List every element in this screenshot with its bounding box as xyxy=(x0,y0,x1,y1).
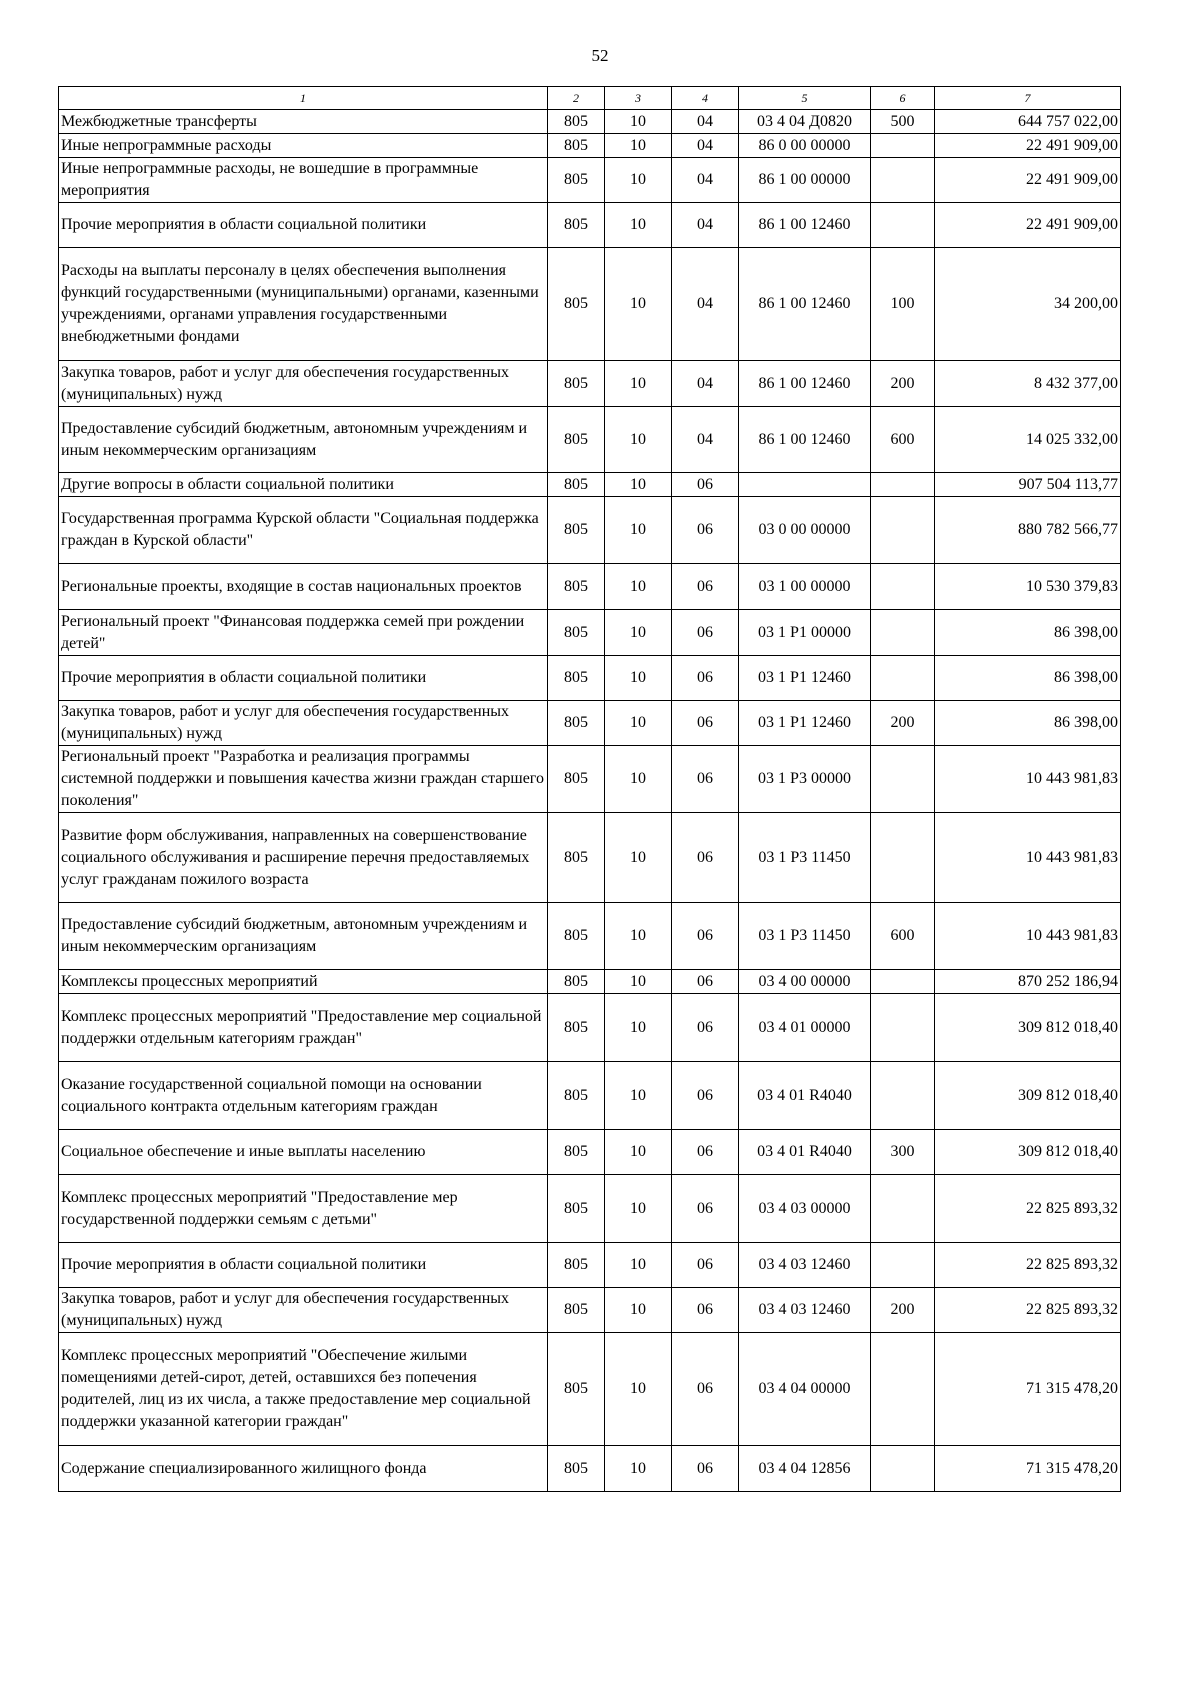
row-name: Другие вопросы в области социальной политики xyxy=(59,473,548,497)
expense-type-code xyxy=(871,656,935,701)
expense-type-code xyxy=(871,1062,935,1130)
admin-code: 805 xyxy=(548,1333,605,1446)
row-name: Комплекс процессных мероприятий "Обеспечение жилыми помещениями детей-сирот, детей, оставшихся без попечения родителей, лиц из их числа, а также предоставление мер социальной поддержки указанной категории граждан" xyxy=(59,1333,548,1446)
admin-code: 805 xyxy=(548,1288,605,1333)
table-row xyxy=(59,497,1121,564)
expense-type-code xyxy=(871,1446,935,1492)
row-name: Региональный проект "Финансовая поддержка семей при рождении детей" xyxy=(59,610,548,656)
expense-type-code xyxy=(871,1333,935,1446)
row-name: Региональный проект "Разработка и реализация программы системной поддержки и повышения качества жизни граждан старшего поколения" xyxy=(59,746,548,813)
section-code: 10 xyxy=(605,701,672,746)
section-code: 10 xyxy=(605,656,672,701)
section-code: 10 xyxy=(605,1288,672,1333)
column-number: 1 xyxy=(59,87,548,110)
expense-type-code: 200 xyxy=(871,1288,935,1333)
admin-code: 805 xyxy=(548,746,605,813)
section-code: 10 xyxy=(605,1175,672,1243)
admin-code: 805 xyxy=(548,248,605,361)
expense-type-code xyxy=(871,994,935,1062)
subsection-code: 06 xyxy=(672,746,739,813)
expense-type-code: 200 xyxy=(871,701,935,746)
row-name: Предоставление субсидий бюджетным, автономным учреждениям и иным некоммерческим организациям xyxy=(59,407,548,473)
row-name: Социальное обеспечение и иные выплаты населению xyxy=(59,1130,548,1175)
admin-code: 805 xyxy=(548,1243,605,1288)
subsection-code: 06 xyxy=(672,497,739,564)
table-row xyxy=(59,473,1121,497)
section-code: 10 xyxy=(605,1243,672,1288)
amount-value: 10 443 981,83 xyxy=(935,903,1121,970)
amount-value: 86 398,00 xyxy=(935,610,1121,656)
table-row xyxy=(59,970,1121,994)
target-article-code: 03 1 P3 00000 xyxy=(739,746,871,813)
section-code: 10 xyxy=(605,110,672,134)
admin-code: 805 xyxy=(548,903,605,970)
row-name: Развитие форм обслуживания, направленных на совершенствование социального обслуживания и расширение перечня предоставляемых услуг гражданам пожилого возраста xyxy=(59,813,548,903)
section-code: 10 xyxy=(605,158,672,203)
subsection-code: 06 xyxy=(672,903,739,970)
table-row xyxy=(59,248,1121,361)
subsection-code: 04 xyxy=(672,158,739,203)
expense-type-code xyxy=(871,158,935,203)
admin-code: 805 xyxy=(548,970,605,994)
target-article-code: 86 1 00 12460 xyxy=(739,407,871,473)
row-name: Прочие мероприятия в области социальной политики xyxy=(59,203,548,248)
amount-value: 22 491 909,00 xyxy=(935,158,1121,203)
subsection-code: 06 xyxy=(672,473,739,497)
section-code: 10 xyxy=(605,407,672,473)
admin-code: 805 xyxy=(548,203,605,248)
table-row xyxy=(59,158,1121,203)
target-article-code: 86 1 00 00000 xyxy=(739,158,871,203)
table-row xyxy=(59,746,1121,813)
table-row xyxy=(59,134,1121,158)
expense-type-code: 500 xyxy=(871,110,935,134)
subsection-code: 06 xyxy=(672,1288,739,1333)
expense-type-code: 600 xyxy=(871,407,935,473)
table-row xyxy=(59,1333,1121,1446)
target-article-code: 03 4 04 12856 xyxy=(739,1446,871,1492)
subsection-code: 04 xyxy=(672,110,739,134)
amount-value: 86 398,00 xyxy=(935,656,1121,701)
table-row xyxy=(59,1446,1121,1492)
row-name: Прочие мероприятия в области социальной политики xyxy=(59,1243,548,1288)
table-row xyxy=(59,407,1121,473)
column-number: 3 xyxy=(605,87,672,110)
subsection-code: 06 xyxy=(672,1175,739,1243)
table-row xyxy=(59,903,1121,970)
admin-code: 805 xyxy=(548,473,605,497)
amount-value: 309 812 018,40 xyxy=(935,1130,1121,1175)
table-row xyxy=(59,1288,1121,1333)
row-name: Комплекс процессных мероприятий "Предоставление мер социальной поддержки отдельным категориям граждан" xyxy=(59,994,548,1062)
expense-type-code xyxy=(871,1175,935,1243)
section-code: 10 xyxy=(605,1446,672,1492)
amount-value: 71 315 478,20 xyxy=(935,1446,1121,1492)
row-name: Расходы на выплаты персоналу в целях обеспечения выполнения функций государственными (муниципальными) органами, казенными учреждениями, органами управления государственными внебюджетными фондами xyxy=(59,248,548,361)
target-article-code: 03 1 P1 00000 xyxy=(739,610,871,656)
row-name: Закупка товаров, работ и услуг для обеспечения государственных (муниципальных) нужд xyxy=(59,701,548,746)
subsection-code: 04 xyxy=(672,361,739,407)
page-number: 52 xyxy=(591,46,609,65)
subsection-code: 04 xyxy=(672,203,739,248)
expense-type-code xyxy=(871,203,935,248)
amount-value: 907 504 113,77 xyxy=(935,473,1121,497)
expense-type-code xyxy=(871,970,935,994)
admin-code: 805 xyxy=(548,361,605,407)
row-name: Содержание специализированного жилищного фонда xyxy=(59,1446,548,1492)
table-row xyxy=(59,994,1121,1062)
amount-value: 22 825 893,32 xyxy=(935,1175,1121,1243)
expense-type-code xyxy=(871,134,935,158)
table-row xyxy=(59,110,1121,134)
target-article-code: 03 1 P1 12460 xyxy=(739,656,871,701)
target-article-code: 03 4 00 00000 xyxy=(739,970,871,994)
admin-code: 805 xyxy=(548,813,605,903)
section-code: 10 xyxy=(605,1130,672,1175)
amount-value: 34 200,00 xyxy=(935,248,1121,361)
row-name: Иные непрограммные расходы, не вошедшие в программные мероприятия xyxy=(59,158,548,203)
expense-type-code: 300 xyxy=(871,1130,935,1175)
row-name: Оказание государственной социальной помощи на основании социального контракта отдельным категориям граждан xyxy=(59,1062,548,1130)
column-number: 4 xyxy=(672,87,739,110)
subsection-code: 04 xyxy=(672,248,739,361)
section-code: 10 xyxy=(605,994,672,1062)
section-code: 10 xyxy=(605,1333,672,1446)
subsection-code: 06 xyxy=(672,656,739,701)
section-code: 10 xyxy=(605,746,672,813)
row-name: Государственная программа Курской области "Социальная поддержка граждан в Курской области" xyxy=(59,497,548,564)
target-article-code: 86 1 00 12460 xyxy=(739,361,871,407)
section-code: 10 xyxy=(605,203,672,248)
admin-code: 805 xyxy=(548,110,605,134)
section-code: 10 xyxy=(605,497,672,564)
admin-code: 805 xyxy=(548,701,605,746)
row-name: Комплекс процессных мероприятий "Предоставление мер государственной поддержки семьям с детьми" xyxy=(59,1175,548,1243)
admin-code: 805 xyxy=(548,497,605,564)
amount-value: 22 491 909,00 xyxy=(935,134,1121,158)
section-code: 10 xyxy=(605,473,672,497)
subsection-code: 06 xyxy=(672,1446,739,1492)
target-article-code: 03 1 P1 12460 xyxy=(739,701,871,746)
admin-code: 805 xyxy=(548,1446,605,1492)
expense-type-code xyxy=(871,497,935,564)
expense-type-code: 100 xyxy=(871,248,935,361)
expense-type-code: 200 xyxy=(871,361,935,407)
target-article-code: 03 4 01 R4040 xyxy=(739,1130,871,1175)
expense-type-code xyxy=(871,746,935,813)
target-article-code: 86 0 00 00000 xyxy=(739,134,871,158)
row-name: Прочие мероприятия в области социальной политики xyxy=(59,656,548,701)
column-number: 7 xyxy=(935,87,1121,110)
amount-value: 71 315 478,20 xyxy=(935,1333,1121,1446)
subsection-code: 06 xyxy=(672,1062,739,1130)
target-article-code: 03 4 04 Д0820 xyxy=(739,110,871,134)
target-article-code: 03 1 00 00000 xyxy=(739,564,871,610)
section-code: 10 xyxy=(605,813,672,903)
amount-value: 14 025 332,00 xyxy=(935,407,1121,473)
subsection-code: 04 xyxy=(672,407,739,473)
expense-type-code: 600 xyxy=(871,903,935,970)
target-article-code: 03 4 03 12460 xyxy=(739,1243,871,1288)
row-name: Комплексы процессных мероприятий xyxy=(59,970,548,994)
admin-code: 805 xyxy=(548,610,605,656)
table-row xyxy=(59,656,1121,701)
row-name: Региональные проекты, входящие в состав национальных проектов xyxy=(59,564,548,610)
amount-value: 309 812 018,40 xyxy=(935,1062,1121,1130)
table-row xyxy=(59,361,1121,407)
subsection-code: 06 xyxy=(672,1333,739,1446)
target-article-code: 03 1 P3 11450 xyxy=(739,903,871,970)
subsection-code: 06 xyxy=(672,701,739,746)
admin-code: 805 xyxy=(548,1130,605,1175)
table-row xyxy=(59,203,1121,248)
column-number-row xyxy=(59,87,1121,110)
row-name: Закупка товаров, работ и услуг для обеспечения государственных (муниципальных) нужд xyxy=(59,361,548,407)
subsection-code: 06 xyxy=(672,1243,739,1288)
section-code: 10 xyxy=(605,248,672,361)
subsection-code: 06 xyxy=(672,610,739,656)
expense-type-code xyxy=(871,610,935,656)
table-row xyxy=(59,564,1121,610)
subsection-code: 06 xyxy=(672,813,739,903)
target-article-code xyxy=(739,473,871,497)
subsection-code: 06 xyxy=(672,970,739,994)
amount-value: 10 530 379,83 xyxy=(935,564,1121,610)
amount-value: 10 443 981,83 xyxy=(935,813,1121,903)
table-row xyxy=(59,1175,1121,1243)
section-code: 10 xyxy=(605,610,672,656)
admin-code: 805 xyxy=(548,564,605,610)
amount-value: 644 757 022,00 xyxy=(935,110,1121,134)
amount-value: 10 443 981,83 xyxy=(935,746,1121,813)
budget-table xyxy=(58,86,1121,1492)
section-code: 10 xyxy=(605,361,672,407)
table-row xyxy=(59,1243,1121,1288)
section-code: 10 xyxy=(605,970,672,994)
target-article-code: 03 4 03 00000 xyxy=(739,1175,871,1243)
row-name: Иные непрограммные расходы xyxy=(59,134,548,158)
expense-type-code xyxy=(871,564,935,610)
expense-type-code xyxy=(871,813,935,903)
table-row xyxy=(59,1130,1121,1175)
amount-value: 22 825 893,32 xyxy=(935,1243,1121,1288)
subsection-code: 06 xyxy=(672,564,739,610)
row-name: Межбюджетные трансферты xyxy=(59,110,548,134)
column-number: 2 xyxy=(548,87,605,110)
row-name: Предоставление субсидий бюджетным, автономным учреждениям и иным некоммерческим организациям xyxy=(59,903,548,970)
section-code: 10 xyxy=(605,1062,672,1130)
amount-value: 309 812 018,40 xyxy=(935,994,1121,1062)
target-article-code: 86 1 00 12460 xyxy=(739,248,871,361)
amount-value: 880 782 566,77 xyxy=(935,497,1121,564)
section-code: 10 xyxy=(605,903,672,970)
table-row xyxy=(59,610,1121,656)
section-code: 10 xyxy=(605,134,672,158)
expense-type-code xyxy=(871,1243,935,1288)
amount-value: 870 252 186,94 xyxy=(935,970,1121,994)
admin-code: 805 xyxy=(548,134,605,158)
admin-code: 805 xyxy=(548,158,605,203)
target-article-code: 03 4 04 00000 xyxy=(739,1333,871,1446)
column-number: 5 xyxy=(739,87,871,110)
admin-code: 805 xyxy=(548,994,605,1062)
target-article-code: 03 1 P3 11450 xyxy=(739,813,871,903)
admin-code: 805 xyxy=(548,1062,605,1130)
target-article-code: 03 0 00 00000 xyxy=(739,497,871,564)
table-row xyxy=(59,813,1121,903)
admin-code: 805 xyxy=(548,407,605,473)
table-row xyxy=(59,1062,1121,1130)
amount-value: 22 825 893,32 xyxy=(935,1288,1121,1333)
row-name: Закупка товаров, работ и услуг для обеспечения государственных (муниципальных) нужд xyxy=(59,1288,548,1333)
target-article-code: 03 4 03 12460 xyxy=(739,1288,871,1333)
target-article-code: 03 4 01 R4040 xyxy=(739,1062,871,1130)
column-number: 6 xyxy=(871,87,935,110)
admin-code: 805 xyxy=(548,1175,605,1243)
section-code: 10 xyxy=(605,564,672,610)
subsection-code: 06 xyxy=(672,1130,739,1175)
table-row xyxy=(59,701,1121,746)
admin-code: 805 xyxy=(548,656,605,701)
subsection-code: 06 xyxy=(672,994,739,1062)
target-article-code: 03 4 01 00000 xyxy=(739,994,871,1062)
amount-value: 8 432 377,00 xyxy=(935,361,1121,407)
amount-value: 22 491 909,00 xyxy=(935,203,1121,248)
expense-type-code xyxy=(871,473,935,497)
subsection-code: 04 xyxy=(672,134,739,158)
target-article-code: 86 1 00 12460 xyxy=(739,203,871,248)
amount-value: 86 398,00 xyxy=(935,701,1121,746)
